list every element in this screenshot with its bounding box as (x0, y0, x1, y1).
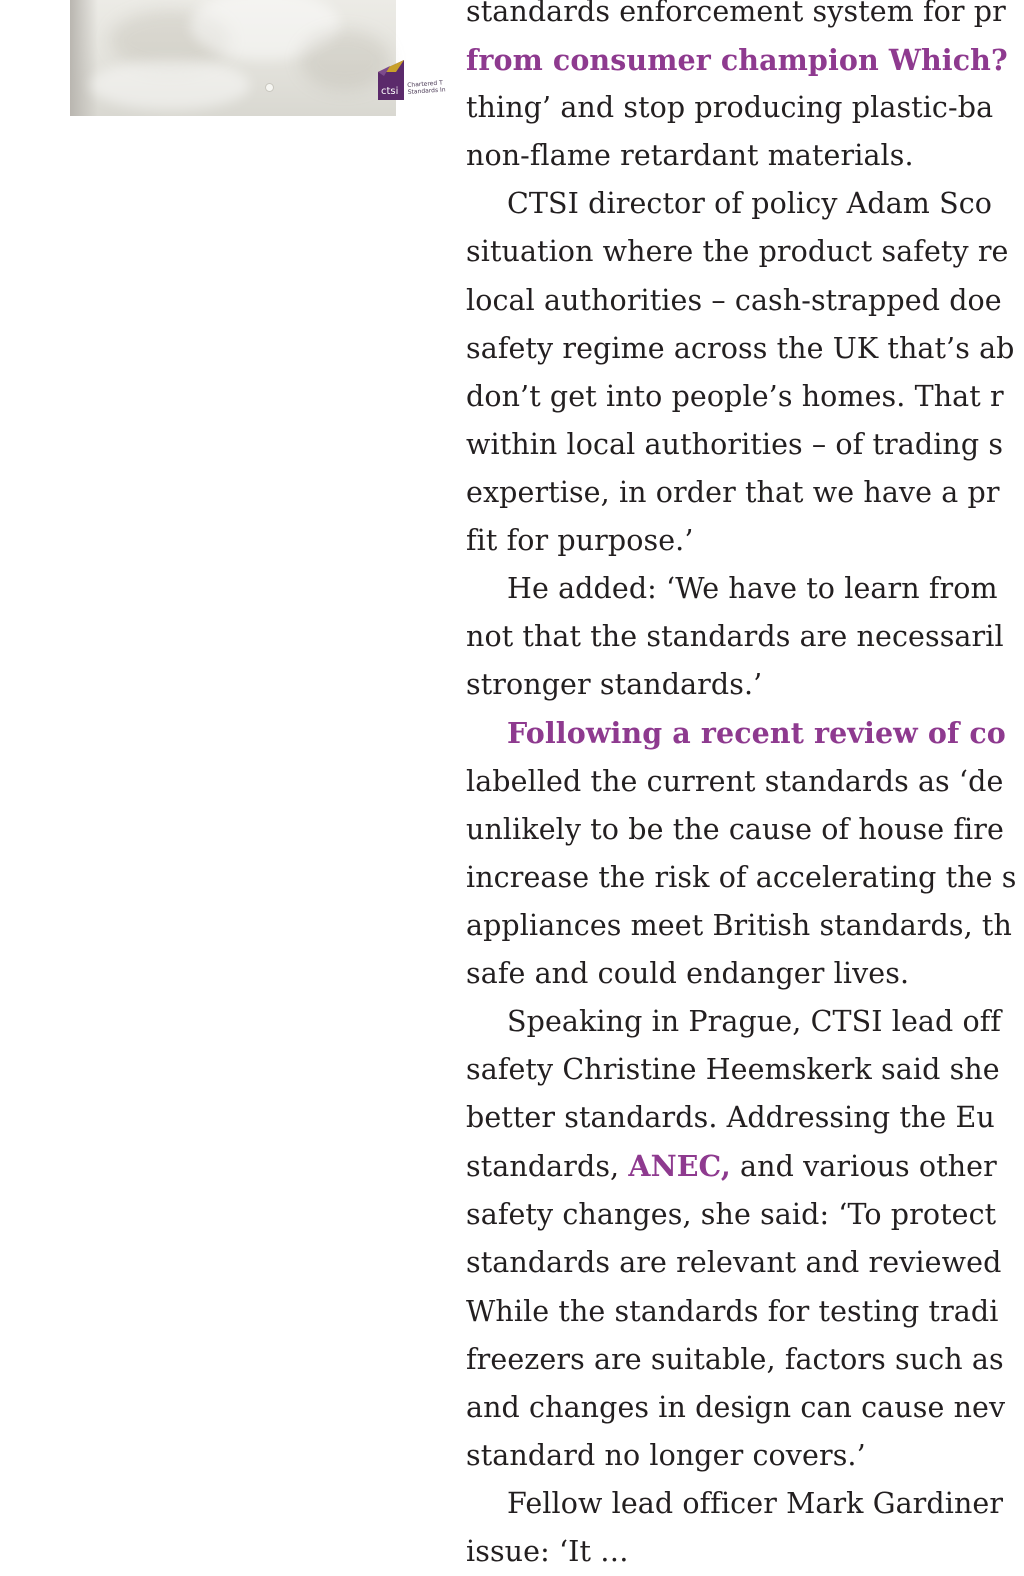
article-line: better standards. Addressing the Eu (466, 1101, 995, 1135)
article-line: freezers are suitable, factors such as (466, 1342, 1004, 1376)
article-line: Speaking in Prague, CTSI lead off (507, 1004, 1002, 1038)
article-line: don’t get into people’s homes. That r (466, 379, 1004, 413)
article-line: non-flame retardant materials. (466, 139, 914, 173)
shirt-highlight (90, 60, 250, 110)
anec-link[interactable]: ANEC, (628, 1149, 731, 1184)
article-line: safety regime across the UK that’s ab (466, 331, 1015, 365)
article-text: and various other (730, 1150, 997, 1184)
review-link[interactable]: Following a recent review of co (507, 716, 1006, 751)
article-photo (70, 0, 446, 116)
article-line: within local authorities – of trading s (466, 427, 1004, 461)
article-line: stronger standards.’ (466, 668, 763, 702)
article-body (466, 0, 1024, 1576)
article-line: standards are relevant and reviewed (466, 1246, 1002, 1280)
article-line: and changes in design can cause nev (466, 1390, 1006, 1424)
article-line: While the standards for testing tradi (466, 1294, 999, 1328)
article-line: appliances meet British standards, th (466, 908, 1012, 942)
article-line: CTSI director of policy Adam Sco (507, 187, 993, 221)
ctsi-logo-icon (376, 58, 406, 102)
article-text: standards, (466, 1150, 629, 1184)
logo-text-line: Chartered T (407, 79, 443, 89)
article-line: standard no longer covers.’ (466, 1438, 866, 1472)
article-line: issue: ‘It … (466, 1535, 629, 1568)
logo-mark: ctsi (381, 86, 399, 97)
article-line: thing’ and stop producing plastic-ba (466, 91, 994, 125)
article-line: local authorities – cash-strapped doe (466, 283, 1002, 317)
article-line (466, 1142, 1024, 1191)
article-line: labelled the current standards as ‘de (466, 764, 1004, 798)
article-line: safe and could endanger lives. (466, 956, 910, 990)
which-link[interactable]: from consumer champion Which? (466, 43, 1008, 78)
article-line: situation where the product safety re (466, 235, 1009, 269)
article-line: expertise, in order that we have a pr (466, 475, 1000, 509)
shirt-button (266, 84, 273, 91)
article-line: increase the risk of accelerating the s (466, 860, 1017, 894)
article-line: safety Christine Heemskerk said she (466, 1053, 1000, 1087)
photo-shadow-edge (70, 0, 98, 116)
article-line: not that the standards are necessaril (466, 620, 1004, 654)
article-line: fit for purpose.’ (466, 524, 694, 558)
article-line: Fellow lead officer Mark Gardiner (507, 1486, 1004, 1520)
logo-text-line: Standards In (407, 86, 446, 96)
article-line: standards enforcement system for pr (466, 0, 1006, 28)
logo-wordmark (407, 79, 446, 96)
article-line: He added: ‘We have to learn from (507, 572, 998, 606)
article-line: unlikely to be the cause of house fire (466, 812, 1004, 846)
article-line: safety changes, she said: ‘To protect (466, 1198, 997, 1232)
